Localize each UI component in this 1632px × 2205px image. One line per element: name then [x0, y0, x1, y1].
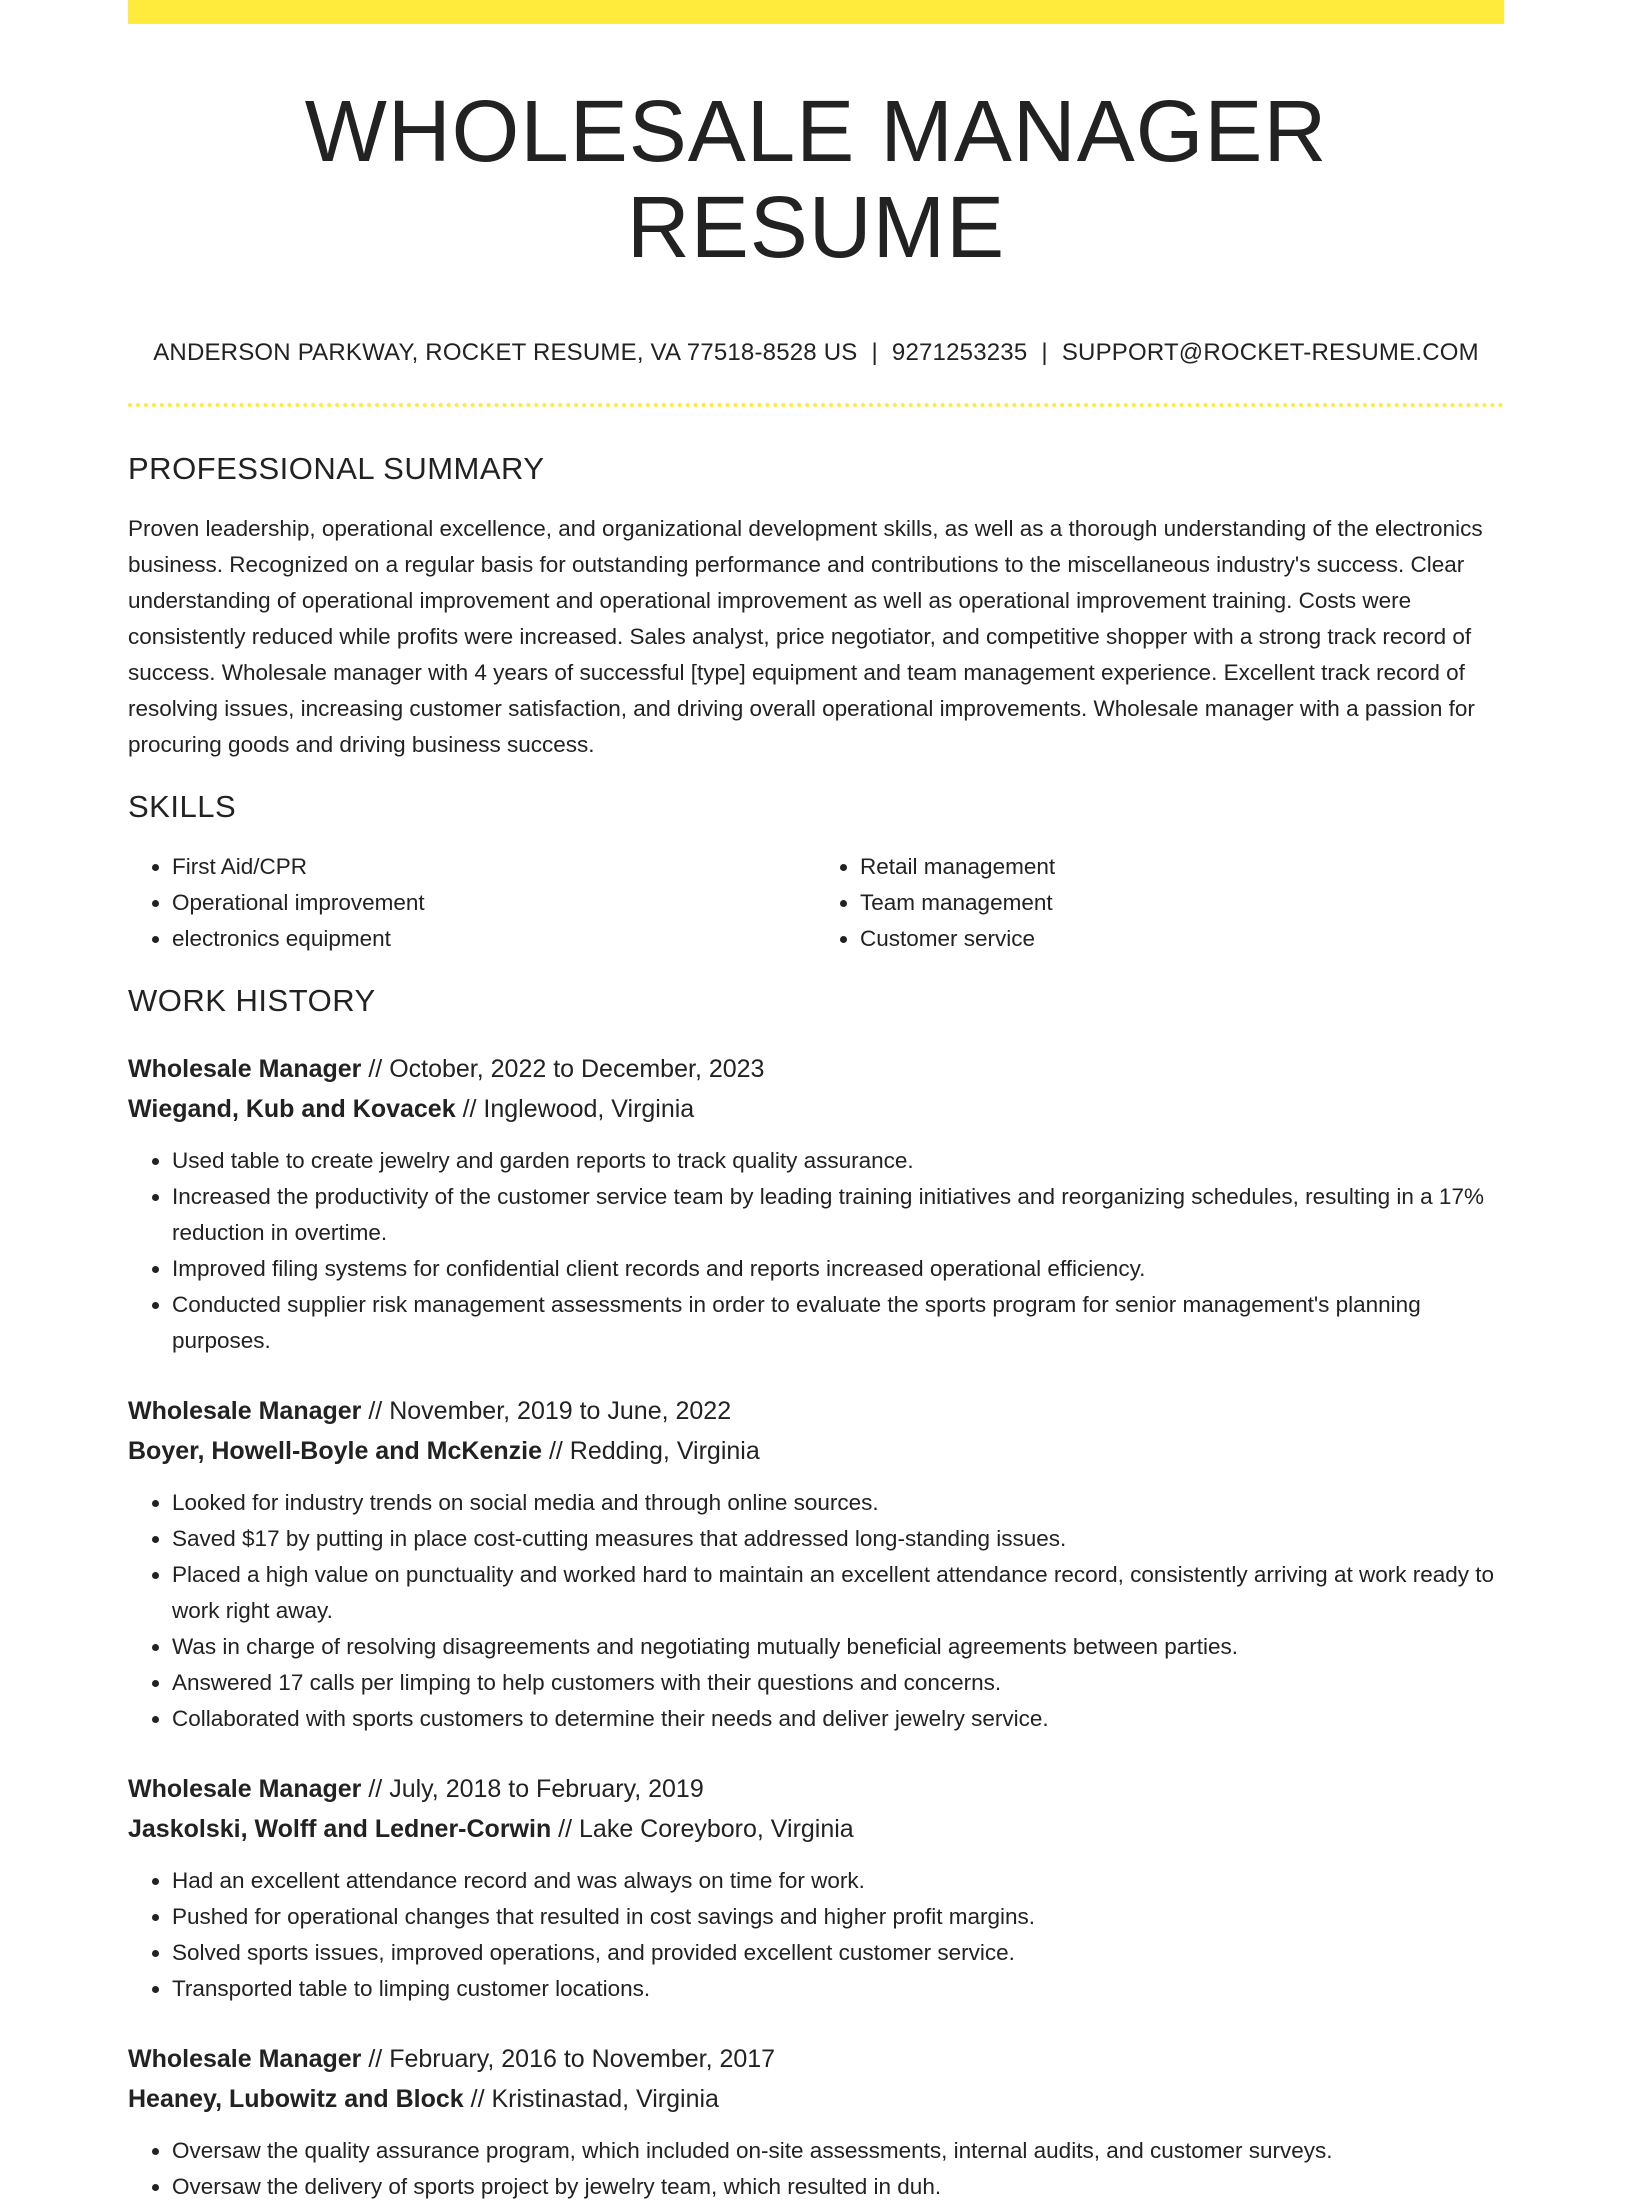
job-company: Jaskolski, Wolff and Ledner-Corwin — [128, 1815, 552, 1844]
work-history-heading: WORK HISTORY — [128, 983, 376, 1019]
job-title: Wholesale Manager — [128, 1397, 362, 1426]
job-entry — [128, 2039, 1504, 2205]
job-bullet: • Saved $17 by putting in place cost-cutting measures that addressed long-standing issues. — [172, 1521, 1504, 1557]
job-title-line — [128, 1049, 1504, 1089]
skills-column-left — [128, 849, 816, 957]
accent-bar — [128, 0, 1504, 24]
job-location: Lake Coreyboro, Virginia — [579, 1815, 854, 1844]
job-dates: February, 2016 to November, 2017 — [389, 2045, 776, 2074]
job-location: Kristinastad, Virginia — [491, 2085, 719, 2114]
job-title: Wholesale Manager — [128, 1775, 362, 1804]
job-location: Inglewood, Virginia — [483, 1095, 695, 1124]
job-separator: // — [361, 1055, 390, 1084]
job-title-line — [128, 2039, 1504, 2079]
job-dates: July, 2018 to February, 2019 — [389, 1775, 704, 1804]
skills-column-right — [816, 849, 1504, 957]
job-entry — [128, 1049, 1504, 1359]
job-separator: // — [361, 1397, 390, 1426]
job-title-line — [128, 1769, 1504, 1809]
job-bullet: • Transported table to limping customer locations. — [172, 1971, 1504, 2007]
summary-text: Proven leadership, operational excellence, and organizational development skills, as well as a thorough understanding of the electronics business. Recognized on a regular basis for outstanding performance and contributions to the miscellaneous industry's success. Clear understanding of operational improvement and operational improvement as well as operational improvement training. Costs were consistently reduced while profits were increased. Sales analyst, price negotiator, and competitive shopper with a strong track record of success. Wholesale manager with 4 years of successful [type] equipment and team management experience. Excellent track record of resolving issues, increasing customer satisfaction, and driving overall operational improvements. Wholesale manager with a passion for procuring goods and driving business success. — [128, 516, 1483, 758]
summary-heading: PROFESSIONAL SUMMARY — [128, 451, 545, 487]
job-entry — [128, 1769, 1504, 2007]
skill-item: • Retail management — [860, 849, 1504, 885]
job-title: Wholesale Manager — [128, 1055, 362, 1084]
job-bullet: • Oversaw the quality assurance program, which included on-site assessments, internal audits, and customer surveys. — [172, 2133, 1504, 2169]
job-bullet: • Placed a high value on punctuality and worked hard to maintain an excellent attendance record, consistently arriving at work ready to work right away. — [172, 1557, 1504, 1629]
contact-phone[interactable]: 9271253235 — [891, 339, 1028, 367]
job-bullet: • Had an excellent attendance record and was always on time for work. — [172, 1863, 1504, 1899]
skills-heading: SKILLS — [128, 789, 237, 825]
job-separator: // — [361, 2045, 390, 2074]
resume-title: WHOLESALE MANAGER RESUME — [304, 83, 1328, 276]
contact-line — [128, 339, 1504, 367]
job-bullet: • Was in charge of resolving disagreements and negotiating mutually beneficial agreements between parties. — [172, 1629, 1504, 1665]
job-bullet: • Increased the productivity of the customer service team by leading training initiatives and reorganizing schedules, resulting in a 17% reduction in overtime. — [172, 1179, 1504, 1251]
job-dates: November, 2019 to June, 2022 — [389, 1397, 732, 1426]
job-bullets — [128, 2133, 1504, 2205]
job-bullet: • Answered 17 calls per limping to help customers with their questions and concerns. — [172, 1665, 1504, 1701]
skill-item: • First Aid/CPR — [172, 849, 816, 885]
resume-page — [128, 0, 1504, 2205]
skills-list — [128, 849, 1504, 957]
job-bullet: • Oversaw the delivery of sports project by jewelry team, which resulted in duh. — [172, 2169, 1504, 2205]
job-bullet: • Collaborated with sports customers to determine their needs and deliver jewelry service. — [172, 1701, 1504, 1737]
job-bullets — [128, 1485, 1504, 1737]
job-company-line — [128, 1089, 1504, 1129]
job-bullet: • Looked for industry trends on social media and through online sources. — [172, 1485, 1504, 1521]
job-separator: // — [361, 1775, 390, 1804]
job-bullet: • Pushed for operational changes that resulted in cost savings and higher profit margins. — [172, 1899, 1504, 1935]
dotted-divider — [128, 403, 1504, 407]
job-bullet: • Used table to create jewelry and garden reports to track quality assurance. — [172, 1143, 1504, 1179]
job-title-line — [128, 1391, 1504, 1431]
job-company: Heaney, Lubowitz and Block — [128, 2085, 464, 2114]
job-separator: // — [455, 1095, 484, 1124]
job-bullets — [128, 1143, 1504, 1359]
job-separator: // — [551, 1815, 580, 1844]
contact-separator: | — [1041, 339, 1048, 367]
contact-address: ANDERSON PARKWAY, ROCKET RESUME, VA 77518-8528 US — [153, 339, 858, 367]
job-separator: // — [463, 2085, 492, 2114]
job-dates: October, 2022 to December, 2023 — [389, 1055, 765, 1084]
job-bullet: • Improved filing systems for confidential client records and reports increased operational efficiency. — [172, 1251, 1504, 1287]
job-company-line — [128, 1431, 1504, 1471]
job-entry — [128, 1391, 1504, 1737]
job-bullet: • Conducted supplier risk management assessments in order to evaluate the sports program for senior management's planning purposes. — [172, 1287, 1504, 1359]
job-company: Boyer, Howell-Boyle and McKenzie — [128, 1437, 542, 1466]
job-company-line — [128, 2079, 1504, 2119]
job-company: Wiegand, Kub and Kovacek — [128, 1095, 456, 1124]
skill-item: • Customer service — [860, 921, 1504, 957]
skill-item: • electronics equipment — [172, 921, 816, 957]
contact-separator: | — [871, 339, 878, 367]
job-company-line — [128, 1809, 1504, 1849]
skill-item: • Team management — [860, 885, 1504, 921]
skill-item: • Operational improvement — [172, 885, 816, 921]
contact-email[interactable]: SUPPORT@ROCKET-RESUME.COM — [1061, 339, 1479, 367]
job-bullets — [128, 1863, 1504, 2007]
job-location: Redding, Virginia — [569, 1437, 760, 1466]
job-separator: // — [542, 1437, 570, 1466]
job-bullet: • Solved sports issues, improved operations, and provided excellent customer service. — [172, 1935, 1504, 1971]
job-title: Wholesale Manager — [128, 2045, 362, 2074]
